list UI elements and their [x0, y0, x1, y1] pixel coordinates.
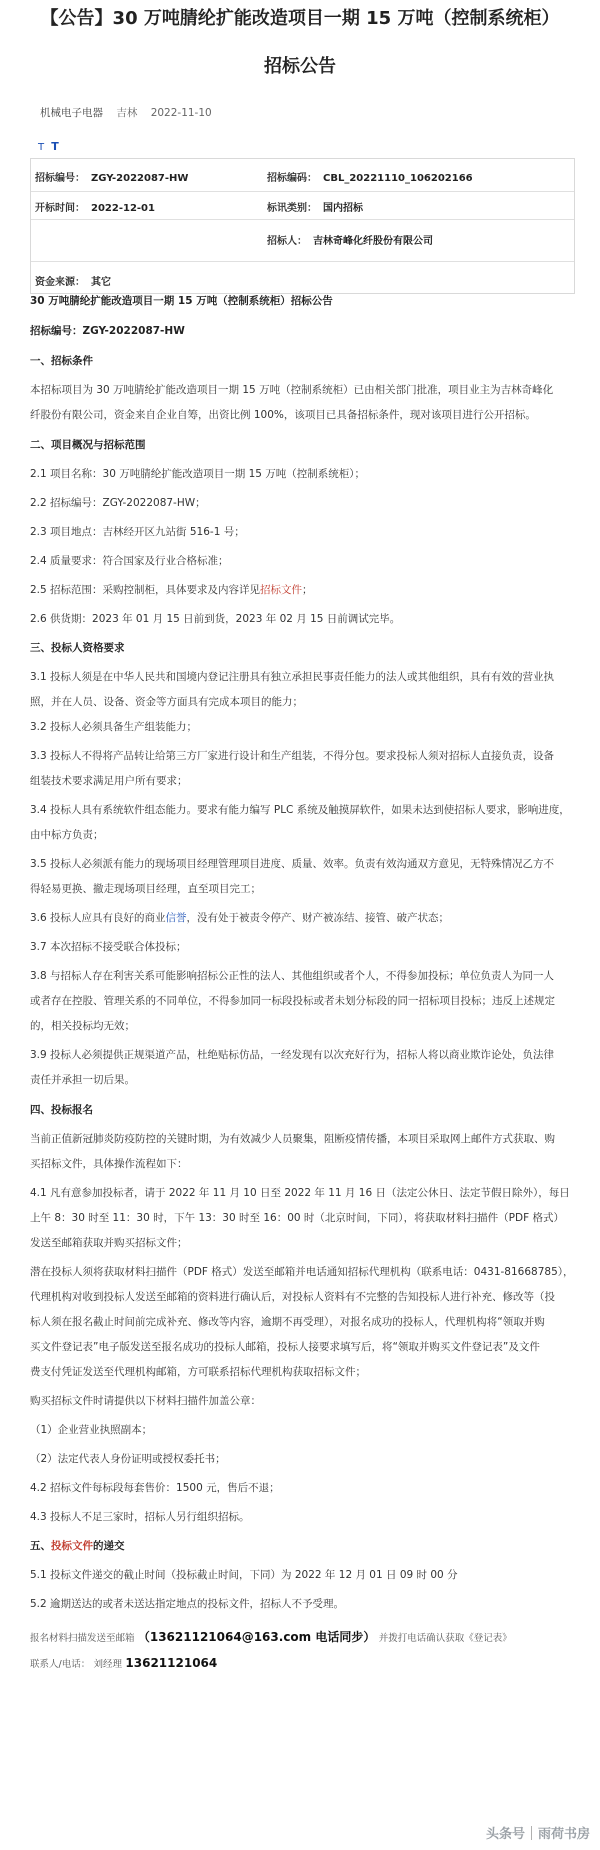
paragraph: 5.1 投标文件递交的截止时间（投标截止时间，下同）为 2022 年 12 月 01 日 09 时 00 分: [30, 1569, 458, 1581]
paragraph: 发送至邮箱获取并购买招标文件；: [30, 1237, 188, 1249]
paragraph: 3.9 投标人必须提供正规渠道产品，杜绝贴标仿品，一经发现有以次充好行为，招标人将以商业欺诈论处，负法律: [30, 1049, 555, 1061]
footer-text: 联系人/电话：: [30, 1659, 91, 1670]
paragraph-text: 2.5 招标范围：采购控制柜，具体要求及内容详见: [30, 584, 261, 596]
footer-text: 并拨打电话确认获取《登记表》: [378, 1633, 512, 1644]
source-category[interactable]: 机械电子电器: [40, 107, 103, 119]
info-table: [30, 158, 575, 294]
bid-documents-link[interactable]: 投标文件: [51, 1540, 93, 1552]
category-value: 国内招标: [323, 203, 363, 214]
paragraph: 3.7 本次招标不接受联合体投标；: [30, 941, 187, 953]
section-2-heading: 二、项目概况与招标范围: [30, 439, 146, 451]
paragraph: 2.4 质量要求：符合国家及行业合格标准；: [30, 555, 229, 567]
paragraph: [30, 905, 575, 931]
watermark-platform: 头条号: [485, 1827, 525, 1842]
bid-code-cell: [267, 169, 473, 184]
info-divider: [31, 191, 574, 192]
open-time-value: 2022-12-01: [91, 203, 155, 214]
contact-email[interactable]: （13621121064@163.com 电话同步）: [137, 1630, 376, 1644]
heading-text: 五、: [30, 1540, 51, 1552]
publish-date: 2022-11-10: [150, 107, 212, 119]
paragraph: 3.5 投标人必须派有能力的现场项目经理管理项目进度、质量、效率。负责有效沟通双方意见，无特殊情况乙方不: [30, 858, 555, 870]
tender-documents-link[interactable]: 招标文件: [260, 584, 303, 596]
paragraph: 潜在投标人须将获取材料扫描件（PDF 格式）发送至邮箱并电话通知招标代理机构（联系电话：0431-81668785），: [30, 1266, 574, 1278]
fund-cell: [35, 273, 111, 288]
title-line-2: 招标公告: [264, 56, 336, 77]
paragraph-text: ，没有处于被责令停产、财产被冻结、接管、破产状态；: [186, 912, 450, 924]
paragraph: 本招标项目为 30 万吨腈纶扩能改造项目一期 15 万吨（控制系统柜）已由相关部门批准，项目业主为吉林奇峰化: [30, 384, 554, 396]
bid-number-value: ZGY-2022087-HW: [91, 173, 189, 184]
paragraph: 2.1 项目名称：30 万吨腈纶扩能改造项目一期 15 万吨（控制系统柜）；: [30, 468, 366, 480]
paragraph: 代理机构对收到投标人发送至邮箱的资料进行确认后，对投标人资料有不完整的告知投标人进行补充、修改等（投: [30, 1291, 555, 1303]
category-label: 标讯类别：: [267, 203, 317, 214]
font-large-button[interactable]: T: [51, 140, 59, 153]
paragraph: 费支付凭证发送至代理机构邮箱，方可联系招标代理机构获取招标文件；: [30, 1366, 366, 1378]
open-time-label: 开标时间：: [35, 203, 85, 214]
tenderer-cell: [267, 232, 433, 247]
footer-contact-email: [30, 1628, 575, 1645]
section-4-heading: 四、投标报名: [30, 1104, 93, 1116]
footer-contact-phone: [30, 1656, 575, 1670]
tenderer-value: 吉林奇峰化纤股份有限公司: [313, 236, 433, 247]
paragraph: 责任并承担一切后果。: [30, 1074, 135, 1086]
paragraph: 上午 8：30 时至 11：30 时，下午 13：30 时至 16：00 时（北京时间，下同），将获取材料扫描件（PDF 格式）: [30, 1212, 564, 1224]
region: 吉林: [116, 107, 138, 119]
font-size-toggle: [38, 140, 59, 153]
contact-phone[interactable]: 13621121064: [125, 1656, 218, 1670]
watermark: [486, 1823, 590, 1842]
paragraph: 购买招标文件时请提供以下材料扫描件加盖公章：: [30, 1395, 261, 1407]
paragraph-text: ；: [302, 584, 313, 596]
tenderer-label: 招标人：: [267, 236, 307, 247]
paragraph: 2.6 供货期：2023 年 01 月 15 日前到货，2023 年 02 月 15 日前调试完毕。: [30, 613, 401, 625]
info-divider: [31, 219, 574, 220]
paragraph: 3.4 投标人具有系统软件组态能力。要求有能力编写 PLC 系统及触摸屏软件，如果未达到使招标人要求，影响进度，: [30, 804, 570, 816]
footer-text: 报名材料扫描发送至邮箱: [30, 1633, 135, 1644]
paragraph: 纤股份有限公司，资金来自企业自筹，出资比例 100%，该项目已具备招标条件，现对该项目进行公开招标。: [30, 409, 536, 421]
paragraph: 组装技术要求满足用户所有要求；: [30, 775, 188, 787]
paragraph: 4.3 投标人不足三家时，招标人另行组织招标。: [30, 1511, 250, 1523]
body-bid-number: 招标编号：ZGY-2022087-HW: [30, 325, 185, 337]
paragraph: 标人须在报名截止时间前完成补充、修改等内容，逾期不再受理），对报名成功的投标人，代理机构将“领取并购: [30, 1316, 545, 1328]
bid-number-cell: [35, 169, 188, 184]
paragraph: 3.1 投标人须是在中华人民共和国境内登记注册具有独立承担民事责任能力的法人或其他组织，具有有效的营业执: [30, 671, 555, 683]
bid-code-label: 招标编码：: [267, 173, 317, 184]
paragraph: 4.1 凡有意参加投标者，请于 2022 年 11 月 10 日至 2022 年 11 月 16 日（法定公休日、法定节假日除外），每日: [30, 1187, 570, 1199]
title-line-1: 【公告】30 万吨腈纶扩能改造项目一期 15 万吨（控制系统柜）: [40, 8, 560, 29]
paragraph-text: 3.6 投标人应具有良好的商业: [30, 912, 166, 924]
contact-person: 刘经理: [93, 1659, 123, 1670]
paragraph: 的，相关投标均无效；: [30, 1020, 135, 1032]
paragraph: 照，并在人员、设备、资金等方面具有完成本项目的能力；: [30, 696, 303, 708]
section-3-heading: 三、投标人资格要求: [30, 642, 125, 654]
watermark-author: 雨荷书房: [537, 1827, 590, 1842]
fund-value: 其它: [91, 277, 111, 288]
info-divider: [31, 261, 574, 262]
bid-number-label: 招标编号：: [35, 173, 85, 184]
font-small-button[interactable]: T: [38, 142, 45, 153]
paragraph: 或者存在控股、管理关系的不同单位，不得参加同一标段投标或者未划分标段的同一招标项目投标；违反上述规定: [30, 995, 555, 1007]
paragraph: （2）法定代表人身份证明或授权委托书；: [30, 1453, 226, 1465]
section-5-heading: [30, 1533, 575, 1559]
paragraph: 4.2 招标文件每标段每套售价：1500 元，售后不退；: [30, 1482, 280, 1494]
category-cell: [267, 199, 363, 214]
paragraph: 2.2 招标编号：ZGY-2022087-HW；: [30, 497, 206, 509]
open-time-cell: [35, 199, 155, 214]
paragraph: 买文件登记表”电子版发送至报名成功的投标人邮箱，投标人接要求填写后，将“领取并购买文件登记表”及文件: [30, 1341, 540, 1353]
paragraph: 得轻易更换、撤走现场项目经理，直至项目完工；: [30, 883, 261, 895]
paragraph: 3.2 投标人必须具备生产组装能力；: [30, 721, 198, 733]
paragraph: 3.8 与招标人存在利害关系可能影响招标公正性的法人、其他组织或者个人，不得参加投标；单位负责人为同一人: [30, 970, 555, 982]
paragraph: 买招标文件，具体操作流程如下：: [30, 1158, 188, 1170]
body-heading: 30 万吨腈纶扩能改造项目一期 15 万吨（控制系统柜）招标公告: [30, 295, 333, 307]
bid-code-value: CBL_20221110_106202166: [323, 173, 473, 184]
paragraph: 2.3 项目地点：吉林经开区九站街 516-1 号；: [30, 526, 245, 538]
credit-link[interactable]: 信誉: [165, 912, 187, 924]
heading-text: 的递交: [93, 1540, 125, 1552]
fund-label: 资金来源：: [35, 277, 85, 288]
paragraph: [30, 577, 575, 603]
meta-bar: [40, 105, 222, 120]
paragraph: 由中标方负责；: [30, 829, 104, 841]
section-1-heading: 一、招标条件: [30, 355, 93, 367]
paragraph: 当前正值新冠肺炎防疫防控的关键时期，为有效减少人员聚集，阻断疫情传播，本项目采取网上邮件方式获取、购: [30, 1133, 555, 1145]
paragraph: 3.3 投标人不得将产品转让给第三方厂家进行设计和生产组装，不得分包。要求投标人须对招标人直接负责，设备: [30, 750, 555, 762]
paragraph: 5.2 逾期送达的或者未送达指定地点的投标文件，招标人不予受理。: [30, 1598, 345, 1610]
watermark-divider: [531, 1826, 532, 1840]
paragraph: （1）企业营业执照副本；: [30, 1424, 153, 1436]
